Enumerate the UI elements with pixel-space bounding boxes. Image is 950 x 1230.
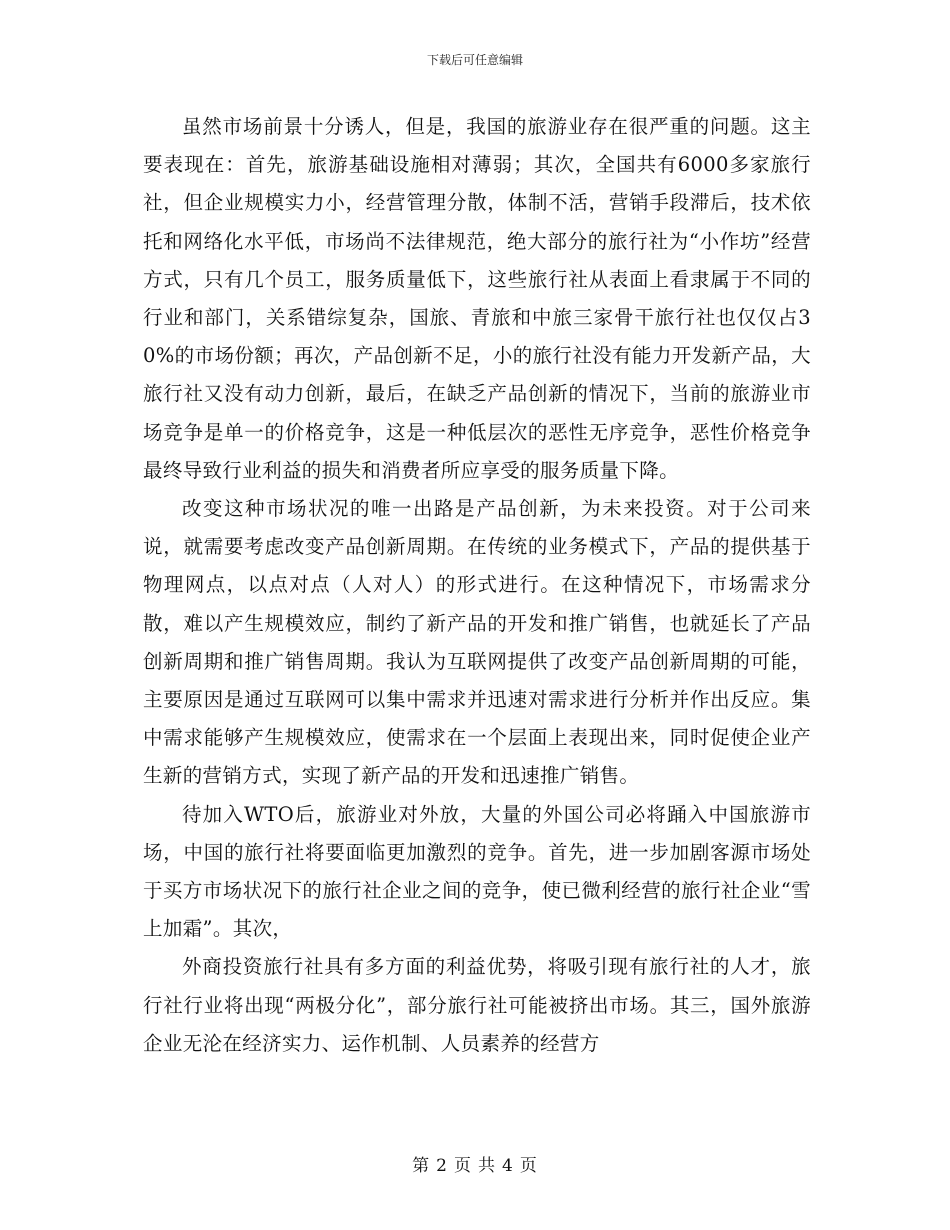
footer-total-unit: 页 xyxy=(519,1156,538,1176)
footer-total-prefix: 共 xyxy=(478,1156,496,1176)
total-pages-number: 4 xyxy=(502,1156,514,1176)
current-page-number: 2 xyxy=(436,1156,448,1176)
paragraph-3: 待加入WTO后，旅游业对外放，大量的外国公司必将踊入中国旅游市场，中国的旅行社将要面临更加激烈的竞争。首先，进一步加剧客源市场处于买方市场状况下的旅行社企业之间的竞争，使已微利经营的旅行社企业“雪上加霜”。其次， xyxy=(143,802,811,941)
footer-page-unit: 页 xyxy=(454,1156,472,1176)
footer-prefix: 第 xyxy=(412,1156,431,1176)
page-header xyxy=(0,52,950,68)
page-footer xyxy=(0,1155,950,1177)
header-text: 下载后可任意编辑 xyxy=(426,53,523,67)
paragraph-2: 改变这种市场状况的唯一出路是产品创新，为未来投资。对于公司来说，就需要考虑改变产品创新周期。在传统的业务模式下，产品的提供基于物理网点，以点对点（人对人）的形式进行。在这种情况下，市场需求分散，难以产生规模效应，制约了新产品的开发和推广销售，也就延长了产品创新周期和推广销售周期。我认为互联网提供了改变产品创新周期的可能，主要原因是通过互联网可以集中需求并迅速对需求进行分析并作出反应。集中需求能够产生规模效应，使需求在一个层面上表现出来，同时促使企业产生新的营销方式，实现了新产品的开发和迅速推广销售。 xyxy=(143,497,811,788)
paragraph-4: 外商投资旅行社具有多方面的利益优势，将吸引现有旅行社的人才，旅行社行业将出现“两极分化”，部分旅行社可能被挤出市场。其三，国外旅游企业无沦在经济实力、运作机制、人员素养的经营方 xyxy=(143,955,811,1055)
document-body xyxy=(143,108,811,1063)
paragraph-1: 虽然市场前景十分诱人，但是，我国的旅游业存在很严重的问题。这主要表现在：首先，旅游基础设施相对薄弱；其次，全国共有6000多家旅行社，但企业规模实力小，经营管理分散，体制不活，营销手段滞后，技术依托和网络化水平低，市场尚不法律规范，绝大部分的旅行社为“小作坊”经营方式，只有几个员工，服务质量低下，这些旅行社从表面上看隶属于不同的行业和部门，关系错综复杂，国旅、青旅和中旅三家骨干旅行社也仅仅占30%的市场份额；再次，产品创新不足，小的旅行社没有能力开发新产品，大旅行社又没有动力创新，最后，在缺乏产品创新的情况下，当前的旅游业市场竞争是单一的价格竞争，这是一种低层次的恶性无序竞争，恶性价格竞争最终导致行业利益的损失和消费者所应享受的服务质量下降。 xyxy=(143,115,811,482)
